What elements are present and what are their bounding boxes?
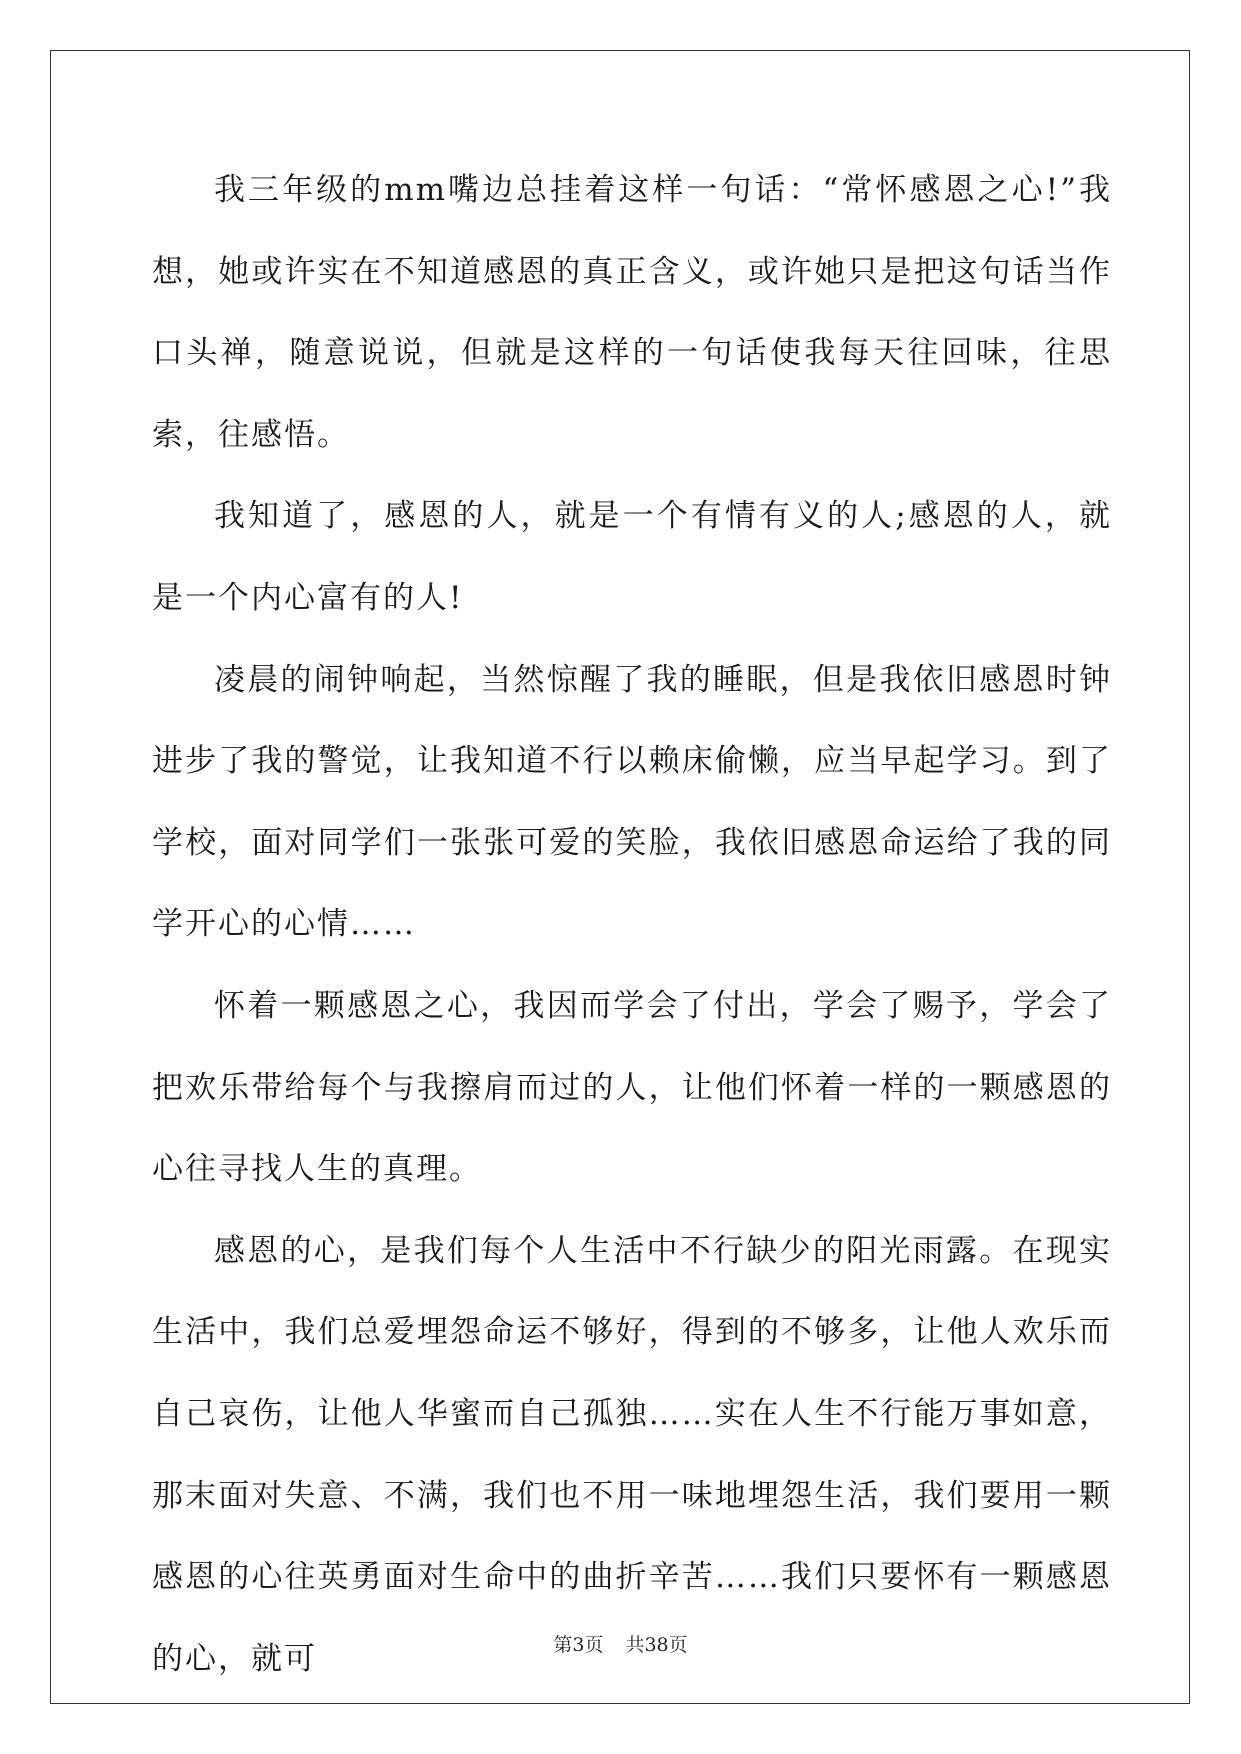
paragraph-4: 怀着一颗感恩之心，我因而学会了付出，学会了赐予，学会了把欢乐带给每个与我擦肩而过的人，让他们怀着一样的一颗感恩的心往寻找人生的真理。 — [152, 987, 1112, 1188]
paragraph-1: 我三年级的mm嘴边总挂着这样一句话：“常怀感恩之心!”我想，她或许实在不知道感恩的真正含义，或许她只是把这句话当作口头禅，随意说说，但就是这样的一句话使我每天往回味，往思索，往感悟。 — [152, 172, 1112, 453]
paragraph-2: 我知道了，感恩的人，就是一个有情有义的人;感恩的人，就是一个内心富有的人! — [152, 498, 1112, 616]
page-total: 共38页 — [625, 1634, 688, 1656]
page-number: 第3页 — [553, 1634, 604, 1656]
document-body — [152, 150, 1112, 1700]
page-footer — [0, 1633, 1241, 1657]
paragraph-3: 凌晨的闹钟响起，当然惊醒了我的睡眠，但是我依旧感恩时钟进步了我的警觉，让我知道不行以赖床偷懒，应当早起学习。到了学校，面对同学们一张张可爱的笑脸，我依旧感恩命运给了我的同学开心的心情…… — [152, 661, 1112, 943]
paragraph-5: 感恩的心，是我们每个人生活中不行缺少的阳光雨露。在现实生活中，我们总爱埋怨命运不够好，得到的不够多，让他人欢乐而自己哀伤，让他人华蜜而自己孤独……实在人生不行能万事如意，那末面对失意、不满，我们也不用一味地埋怨生活，我们要用一颗感恩的心往英勇面对生命中的曲折辛苦……我们只要怀有一颗感恩的心，就可 — [152, 1232, 1112, 1677]
